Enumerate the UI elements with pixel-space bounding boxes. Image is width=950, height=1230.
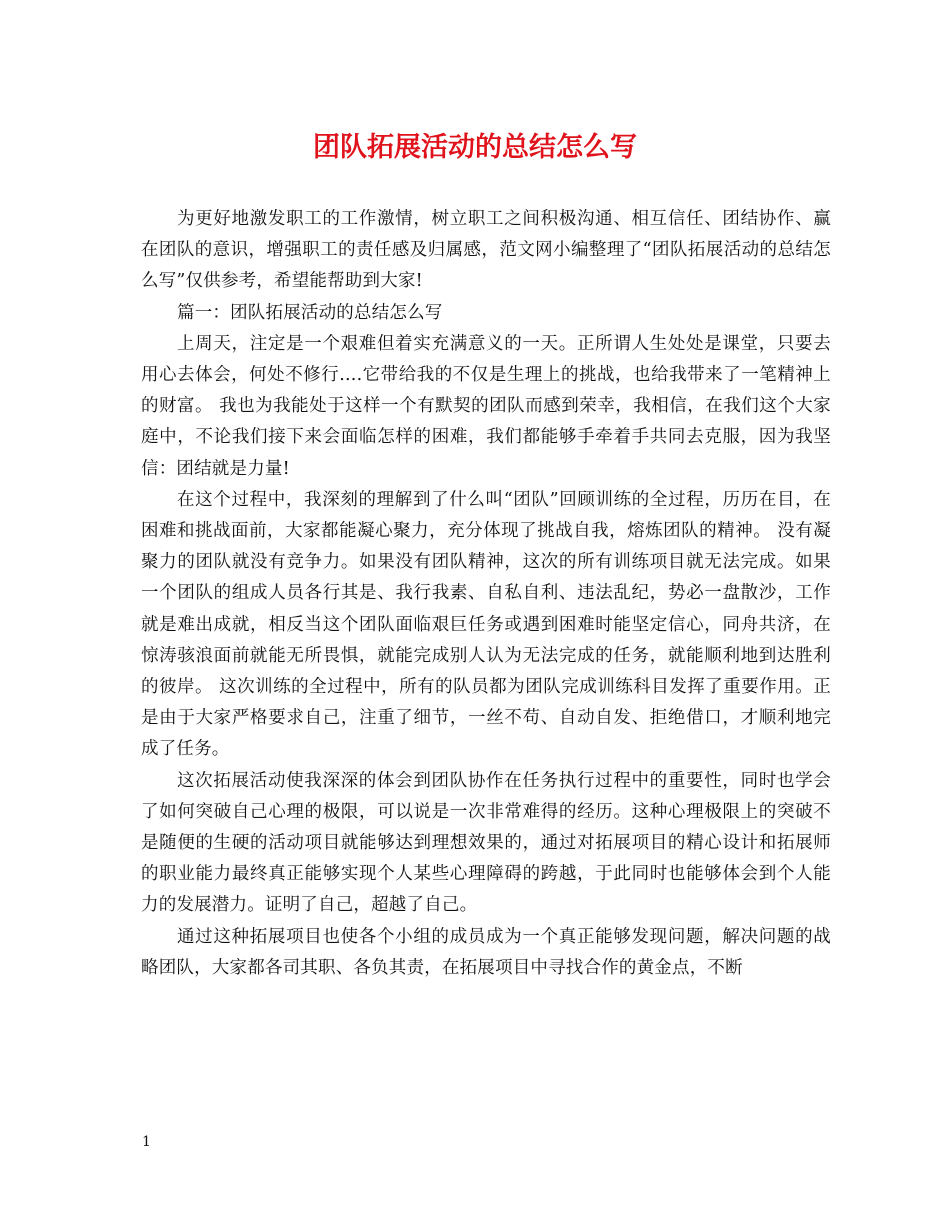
- page-number: 1: [142, 1134, 151, 1150]
- document-body: [141, 204, 831, 984]
- document-title: 团队拓展活动的总结怎么写: [313, 132, 637, 163]
- intro-paragraph: 为更好地激发职工的工作激情，树立职工之间积极沟通、相互信任、团结协作、赢在团队的意识，增强职工的责任感及归属感，范文网小编整理了“团队拓展活动的总结怎么写”仅供参考，希望能帮助到大家!: [141, 209, 831, 292]
- section-heading: 篇一：团队拓展活动的总结怎么写: [177, 302, 443, 323]
- body-paragraph: 这次拓展活动使我深深的体会到团队协作在任务执行过程中的重要性，同时也学会了如何突破自己心理的极限，可以说是一次非常难得的经历。这种心理极限上的突破不是随便的生硬的活动项目就能够达到理想效果的，通过对拓展项目的精心设计和拓展师的职业能力最终真正能够实现个人某些心理障碍的跨越，于此同时也能够体会到个人能力的发展潜力。证明了自己，超越了自己。: [141, 770, 831, 916]
- body-paragraph: 上周天，注定是一个艰难但着实充满意义的一天。正所谓人生处处是课堂，只要去用心去体会，何处不修行....它带给我的不仅是生理上的挑战，也给我带来了一笔精神上的财富。 我也为我能处于这样一个有默契的团队而感到荣幸，我相信，在我们这个大家庭中，不论我们接下来会面临怎样的困难，我们都能够手牵着手共同去克服，因为我坚信：团结就是力量!: [141, 333, 831, 479]
- body-paragraph: 在这个过程中，我深刻的理解到了什么叫“团队”回顾训练的全过程，历历在目，在困难和挑战面前，大家都能凝心聚力，充分体现了挑战自我，熔炼团队的精神。 没有凝聚力的团队就没有竞争力。如果没有团队精神，这次的所有训练项目就无法完成。如果一个团队的组成人员各行其是、我行我素、自私自利、违法乱纪，势必一盘散沙，工作就是难出成就，相反当这个团队面临艰巨任务或遇到困难时能坚定信心，同舟共济，在惊涛骇浪面前就能无所畏惧，就能完成别人认为无法完成的任务，就能顺利地到达胜利的彼岸。 这次训练的全过程中，所有的队员都为团队完成训练科目发挥了重要作用。正是由于大家严格要求自己，注重了细节，一丝不苟、自动自发、拒绝借口，才顺利地完成了任务。: [141, 489, 831, 760]
- body-paragraph: 通过这种拓展项目也使各个小组的成员成为一个真正能够发现问题，解决问题的战略团队，大家都各司其职、各负其责，在拓展项目中寻找合作的黄金点，不断: [141, 926, 831, 978]
